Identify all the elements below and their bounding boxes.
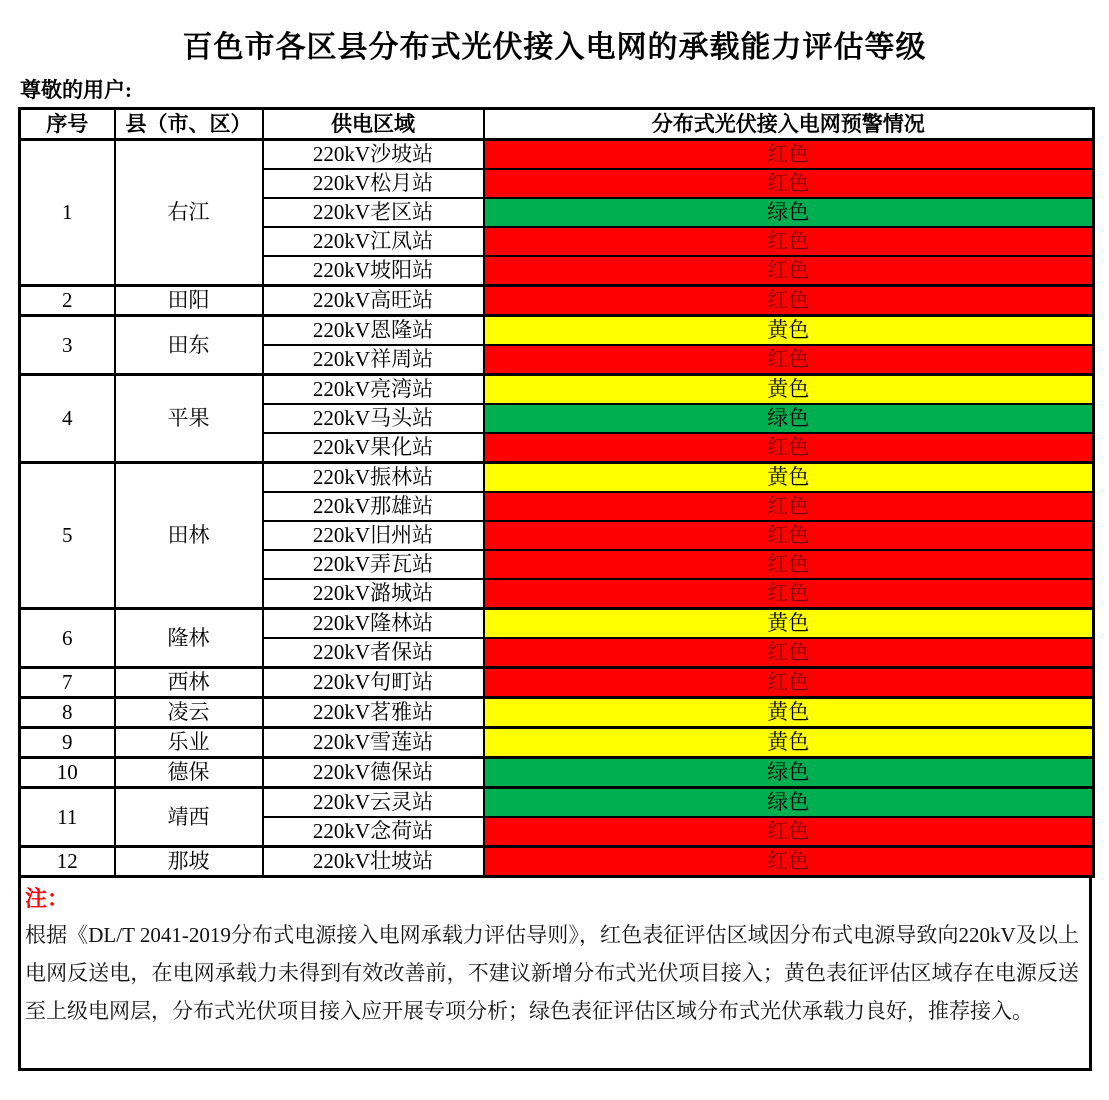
station-name-cell: 220kV雪莲站 bbox=[263, 728, 484, 758]
county-index-cell: 3 bbox=[20, 316, 115, 375]
warning-status-cell: 绿色 bbox=[484, 788, 1094, 818]
warning-status-cell: 红色 bbox=[484, 169, 1094, 198]
county-index-cell: 9 bbox=[20, 728, 115, 758]
table-row bbox=[20, 668, 1094, 698]
warning-status-cell: 红色 bbox=[484, 579, 1094, 609]
county-name-cell: 田阳 bbox=[115, 286, 263, 316]
warning-status-cell: 红色 bbox=[484, 668, 1094, 698]
warning-status-cell: 红色 bbox=[484, 492, 1094, 521]
station-name-cell: 220kV念荷站 bbox=[263, 817, 484, 847]
station-name-cell: 220kV者保站 bbox=[263, 638, 484, 668]
table-row bbox=[20, 140, 1094, 170]
county-index-cell: 5 bbox=[20, 463, 115, 609]
table-row bbox=[20, 375, 1094, 405]
assessment-table bbox=[18, 107, 1095, 878]
station-name-cell: 220kV恩隆站 bbox=[263, 316, 484, 346]
warning-status-cell: 红色 bbox=[484, 140, 1094, 170]
warning-status-cell: 红色 bbox=[484, 227, 1094, 256]
warning-status-cell: 绿色 bbox=[484, 198, 1094, 227]
county-name-cell: 凌云 bbox=[115, 698, 263, 728]
warning-status-cell: 黄色 bbox=[484, 728, 1094, 758]
warning-status-cell: 绿色 bbox=[484, 758, 1094, 788]
station-name-cell: 220kV弄瓦站 bbox=[263, 550, 484, 579]
warning-status-cell: 红色 bbox=[484, 550, 1094, 579]
station-name-cell: 220kV潞城站 bbox=[263, 579, 484, 609]
county-index-cell: 8 bbox=[20, 698, 115, 728]
county-index-cell: 7 bbox=[20, 668, 115, 698]
warning-status-cell: 绿色 bbox=[484, 404, 1094, 433]
warning-status-cell: 红色 bbox=[484, 521, 1094, 550]
station-name-cell: 220kV江凤站 bbox=[263, 227, 484, 256]
county-name-cell: 隆林 bbox=[115, 609, 263, 668]
page-title: 百色市各区县分布式光伏接入电网的承载能力评估等级 bbox=[182, 31, 927, 64]
county-index-cell: 10 bbox=[20, 758, 115, 788]
county-name-cell: 田东 bbox=[115, 316, 263, 375]
table-row bbox=[20, 847, 1094, 877]
table-row bbox=[20, 788, 1094, 818]
station-name-cell: 220kV果化站 bbox=[263, 433, 484, 463]
county-name-cell: 田林 bbox=[115, 463, 263, 609]
warning-status-cell: 红色 bbox=[484, 256, 1094, 286]
warning-status-cell: 红色 bbox=[484, 286, 1094, 316]
warning-status-cell: 黄色 bbox=[484, 375, 1094, 405]
station-name-cell: 220kV祥周站 bbox=[263, 345, 484, 375]
station-name-cell: 220kV旧州站 bbox=[263, 521, 484, 550]
county-index-cell: 4 bbox=[20, 375, 115, 463]
table-row bbox=[20, 609, 1094, 639]
warning-status-cell: 黄色 bbox=[484, 463, 1094, 493]
county-index-cell: 6 bbox=[20, 609, 115, 668]
county-name-cell: 西林 bbox=[115, 668, 263, 698]
note-box bbox=[18, 875, 1092, 1071]
station-name-cell: 220kV马头站 bbox=[263, 404, 484, 433]
warning-status-cell: 黄色 bbox=[484, 698, 1094, 728]
col-header-county: 县（市、区） bbox=[115, 109, 263, 140]
note-text: 根据《DL/T 2041-2019分布式电源接入电网承载力评估导则》，红色表征评估区域因分布式电源导致向220kV及以上电网反送电，在电网承载力未得到有效改善前，不建议新增分布式光伏项目接入；黄色表征评估区域存在电源反送至上级电网层，分布式光伏项目接入应开展专项分析；绿色表征评估区域分布式光伏承载力良好，推荐接入。 bbox=[25, 923, 1079, 1023]
station-name-cell: 220kV云灵站 bbox=[263, 788, 484, 818]
col-header-index: 序号 bbox=[20, 109, 115, 140]
station-name-cell: 220kV句町站 bbox=[263, 668, 484, 698]
county-name-cell: 右江 bbox=[115, 140, 263, 286]
col-header-supply-area: 供电区域 bbox=[263, 109, 484, 140]
station-name-cell: 220kV振林站 bbox=[263, 463, 484, 493]
station-name-cell: 220kV沙坡站 bbox=[263, 140, 484, 170]
county-index-cell: 2 bbox=[20, 286, 115, 316]
station-name-cell: 220kV壮坡站 bbox=[263, 847, 484, 877]
station-name-cell: 220kV那雄站 bbox=[263, 492, 484, 521]
station-name-cell: 220kV老区站 bbox=[263, 198, 484, 227]
county-index-cell: 11 bbox=[20, 788, 115, 847]
station-name-cell: 220kV亮湾站 bbox=[263, 375, 484, 405]
warning-status-cell: 红色 bbox=[484, 433, 1094, 463]
table-row bbox=[20, 698, 1094, 728]
station-name-cell: 220kV茗雅站 bbox=[263, 698, 484, 728]
warning-status-cell: 红色 bbox=[484, 638, 1094, 668]
station-name-cell: 220kV隆林站 bbox=[263, 609, 484, 639]
note-label: 注： bbox=[25, 886, 70, 911]
station-name-cell: 220kV坡阳站 bbox=[263, 256, 484, 286]
county-name-cell: 靖西 bbox=[115, 788, 263, 847]
table-header-row bbox=[20, 109, 1094, 140]
county-index-cell: 12 bbox=[20, 847, 115, 877]
warning-status-cell: 红色 bbox=[484, 817, 1094, 847]
greeting-text: 尊敬的用户: bbox=[20, 78, 132, 102]
county-name-cell: 平果 bbox=[115, 375, 263, 463]
table-row bbox=[20, 463, 1094, 493]
warning-status-cell: 红色 bbox=[484, 345, 1094, 375]
station-name-cell: 220kV松月站 bbox=[263, 169, 484, 198]
warning-status-cell: 红色 bbox=[484, 847, 1094, 877]
county-name-cell: 那坡 bbox=[115, 847, 263, 877]
county-index-cell: 1 bbox=[20, 140, 115, 286]
station-name-cell: 220kV高旺站 bbox=[263, 286, 484, 316]
table-row bbox=[20, 728, 1094, 758]
table-row bbox=[20, 316, 1094, 346]
station-name-cell: 220kV德保站 bbox=[263, 758, 484, 788]
col-header-warning-status: 分布式光伏接入电网预警情况 bbox=[484, 109, 1094, 140]
county-name-cell: 乐业 bbox=[115, 728, 263, 758]
warning-status-cell: 黄色 bbox=[484, 609, 1094, 639]
table-row bbox=[20, 758, 1094, 788]
table-row bbox=[20, 286, 1094, 316]
county-name-cell: 德保 bbox=[115, 758, 263, 788]
warning-status-cell: 黄色 bbox=[484, 316, 1094, 346]
